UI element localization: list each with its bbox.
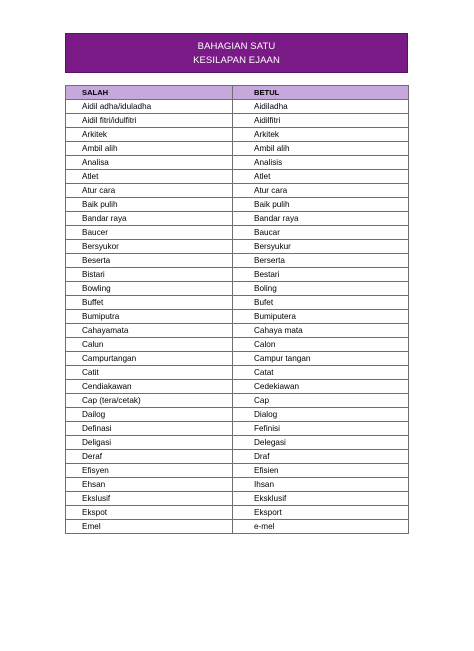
betul-cell: Eksport (233, 506, 409, 520)
table-row (66, 156, 409, 170)
salah-cell: Bistari (66, 268, 233, 282)
salah-cell: Aidil adha/iduladha (66, 100, 233, 114)
page-title-banner (65, 33, 408, 73)
salah-cell: Aidil fitri/idulfitri (66, 114, 233, 128)
betul-cell: Fefinisi (233, 422, 409, 436)
column-header-betul: BETUL (233, 86, 409, 100)
betul-cell: Cedekiawan (233, 380, 409, 394)
salah-cell: Calun (66, 338, 233, 352)
table-row (66, 268, 409, 282)
table-row (66, 394, 409, 408)
table-row (66, 464, 409, 478)
betul-cell: Aidilfitri (233, 114, 409, 128)
salah-cell: Bumiputra (66, 310, 233, 324)
table-row (66, 352, 409, 366)
table-body (66, 100, 409, 534)
betul-cell: Cahaya mata (233, 324, 409, 338)
table-row (66, 450, 409, 464)
table-row (66, 282, 409, 296)
betul-cell: Bestari (233, 268, 409, 282)
salah-cell: Ehsan (66, 478, 233, 492)
table-row (66, 296, 409, 310)
table-row (66, 184, 409, 198)
salah-cell: Campurtangan (66, 352, 233, 366)
betul-cell: Atlet (233, 170, 409, 184)
salah-cell: Dailog (66, 408, 233, 422)
salah-cell: Bersyukor (66, 240, 233, 254)
betul-cell: Calon (233, 338, 409, 352)
table-row (66, 310, 409, 324)
betul-cell: Catat (233, 366, 409, 380)
salah-cell: Cap (tera/cetak) (66, 394, 233, 408)
betul-cell: Analisis (233, 156, 409, 170)
betul-cell: Delegasi (233, 436, 409, 450)
salah-cell: Ambil alih (66, 142, 233, 156)
betul-cell: Cap (233, 394, 409, 408)
salah-cell: Atlet (66, 170, 233, 184)
table-row (66, 128, 409, 142)
table-row (66, 198, 409, 212)
betul-cell: Arkitek (233, 128, 409, 142)
table-row (66, 142, 409, 156)
betul-cell: Bandar raya (233, 212, 409, 226)
betul-cell: e-mel (233, 520, 409, 534)
betul-cell: Baucar (233, 226, 409, 240)
salah-cell: Definasi (66, 422, 233, 436)
salah-cell: Ekspot (66, 506, 233, 520)
table-row (66, 114, 409, 128)
betul-cell: Dialog (233, 408, 409, 422)
table-row (66, 436, 409, 450)
table-row (66, 226, 409, 240)
betul-cell: Campur tangan (233, 352, 409, 366)
betul-cell: Boling (233, 282, 409, 296)
table-row (66, 492, 409, 506)
betul-cell: Bersyukur (233, 240, 409, 254)
salah-cell: Deraf (66, 450, 233, 464)
salah-cell: Bowling (66, 282, 233, 296)
table-row (66, 324, 409, 338)
betul-cell: Baik pulih (233, 198, 409, 212)
betul-cell: Draf (233, 450, 409, 464)
column-header-salah: SALAH (66, 86, 233, 100)
table-row (66, 408, 409, 422)
salah-cell: Analisa (66, 156, 233, 170)
betul-cell: Atur cara (233, 184, 409, 198)
table-row (66, 478, 409, 492)
salah-cell: Bandar raya (66, 212, 233, 226)
table-row (66, 240, 409, 254)
table-row (66, 520, 409, 534)
page-subtitle: KESILAPAN EJAAN (193, 55, 280, 66)
table-row (66, 366, 409, 380)
betul-cell: Bumiputera (233, 310, 409, 324)
betul-cell: Bufet (233, 296, 409, 310)
salah-cell: Atur cara (66, 184, 233, 198)
salah-cell: Ekslusif (66, 492, 233, 506)
table-row (66, 338, 409, 352)
salah-cell: Arkitek (66, 128, 233, 142)
betul-cell: Aidiladha (233, 100, 409, 114)
salah-cell: Emel (66, 520, 233, 534)
table-row (66, 380, 409, 394)
salah-cell: Baucer (66, 226, 233, 240)
salah-cell: Catit (66, 366, 233, 380)
spelling-table (65, 85, 409, 534)
betul-cell: Ambil alih (233, 142, 409, 156)
table-row (66, 422, 409, 436)
salah-cell: Efisyen (66, 464, 233, 478)
salah-cell: Cendiakawan (66, 380, 233, 394)
betul-cell: Berserta (233, 254, 409, 268)
table-row (66, 100, 409, 114)
salah-cell: Beserta (66, 254, 233, 268)
betul-cell: Efisien (233, 464, 409, 478)
betul-cell: Ihsan (233, 478, 409, 492)
betul-cell: Eksklusif (233, 492, 409, 506)
table-row (66, 170, 409, 184)
salah-cell: Baik pulih (66, 198, 233, 212)
table-row (66, 254, 409, 268)
salah-cell: Cahayamata (66, 324, 233, 338)
table-row (66, 506, 409, 520)
salah-cell: Deligasi (66, 436, 233, 450)
page-title: BAHAGIAN SATU (197, 41, 276, 52)
table-header-row (66, 86, 409, 100)
table-row (66, 212, 409, 226)
salah-cell: Buffet (66, 296, 233, 310)
